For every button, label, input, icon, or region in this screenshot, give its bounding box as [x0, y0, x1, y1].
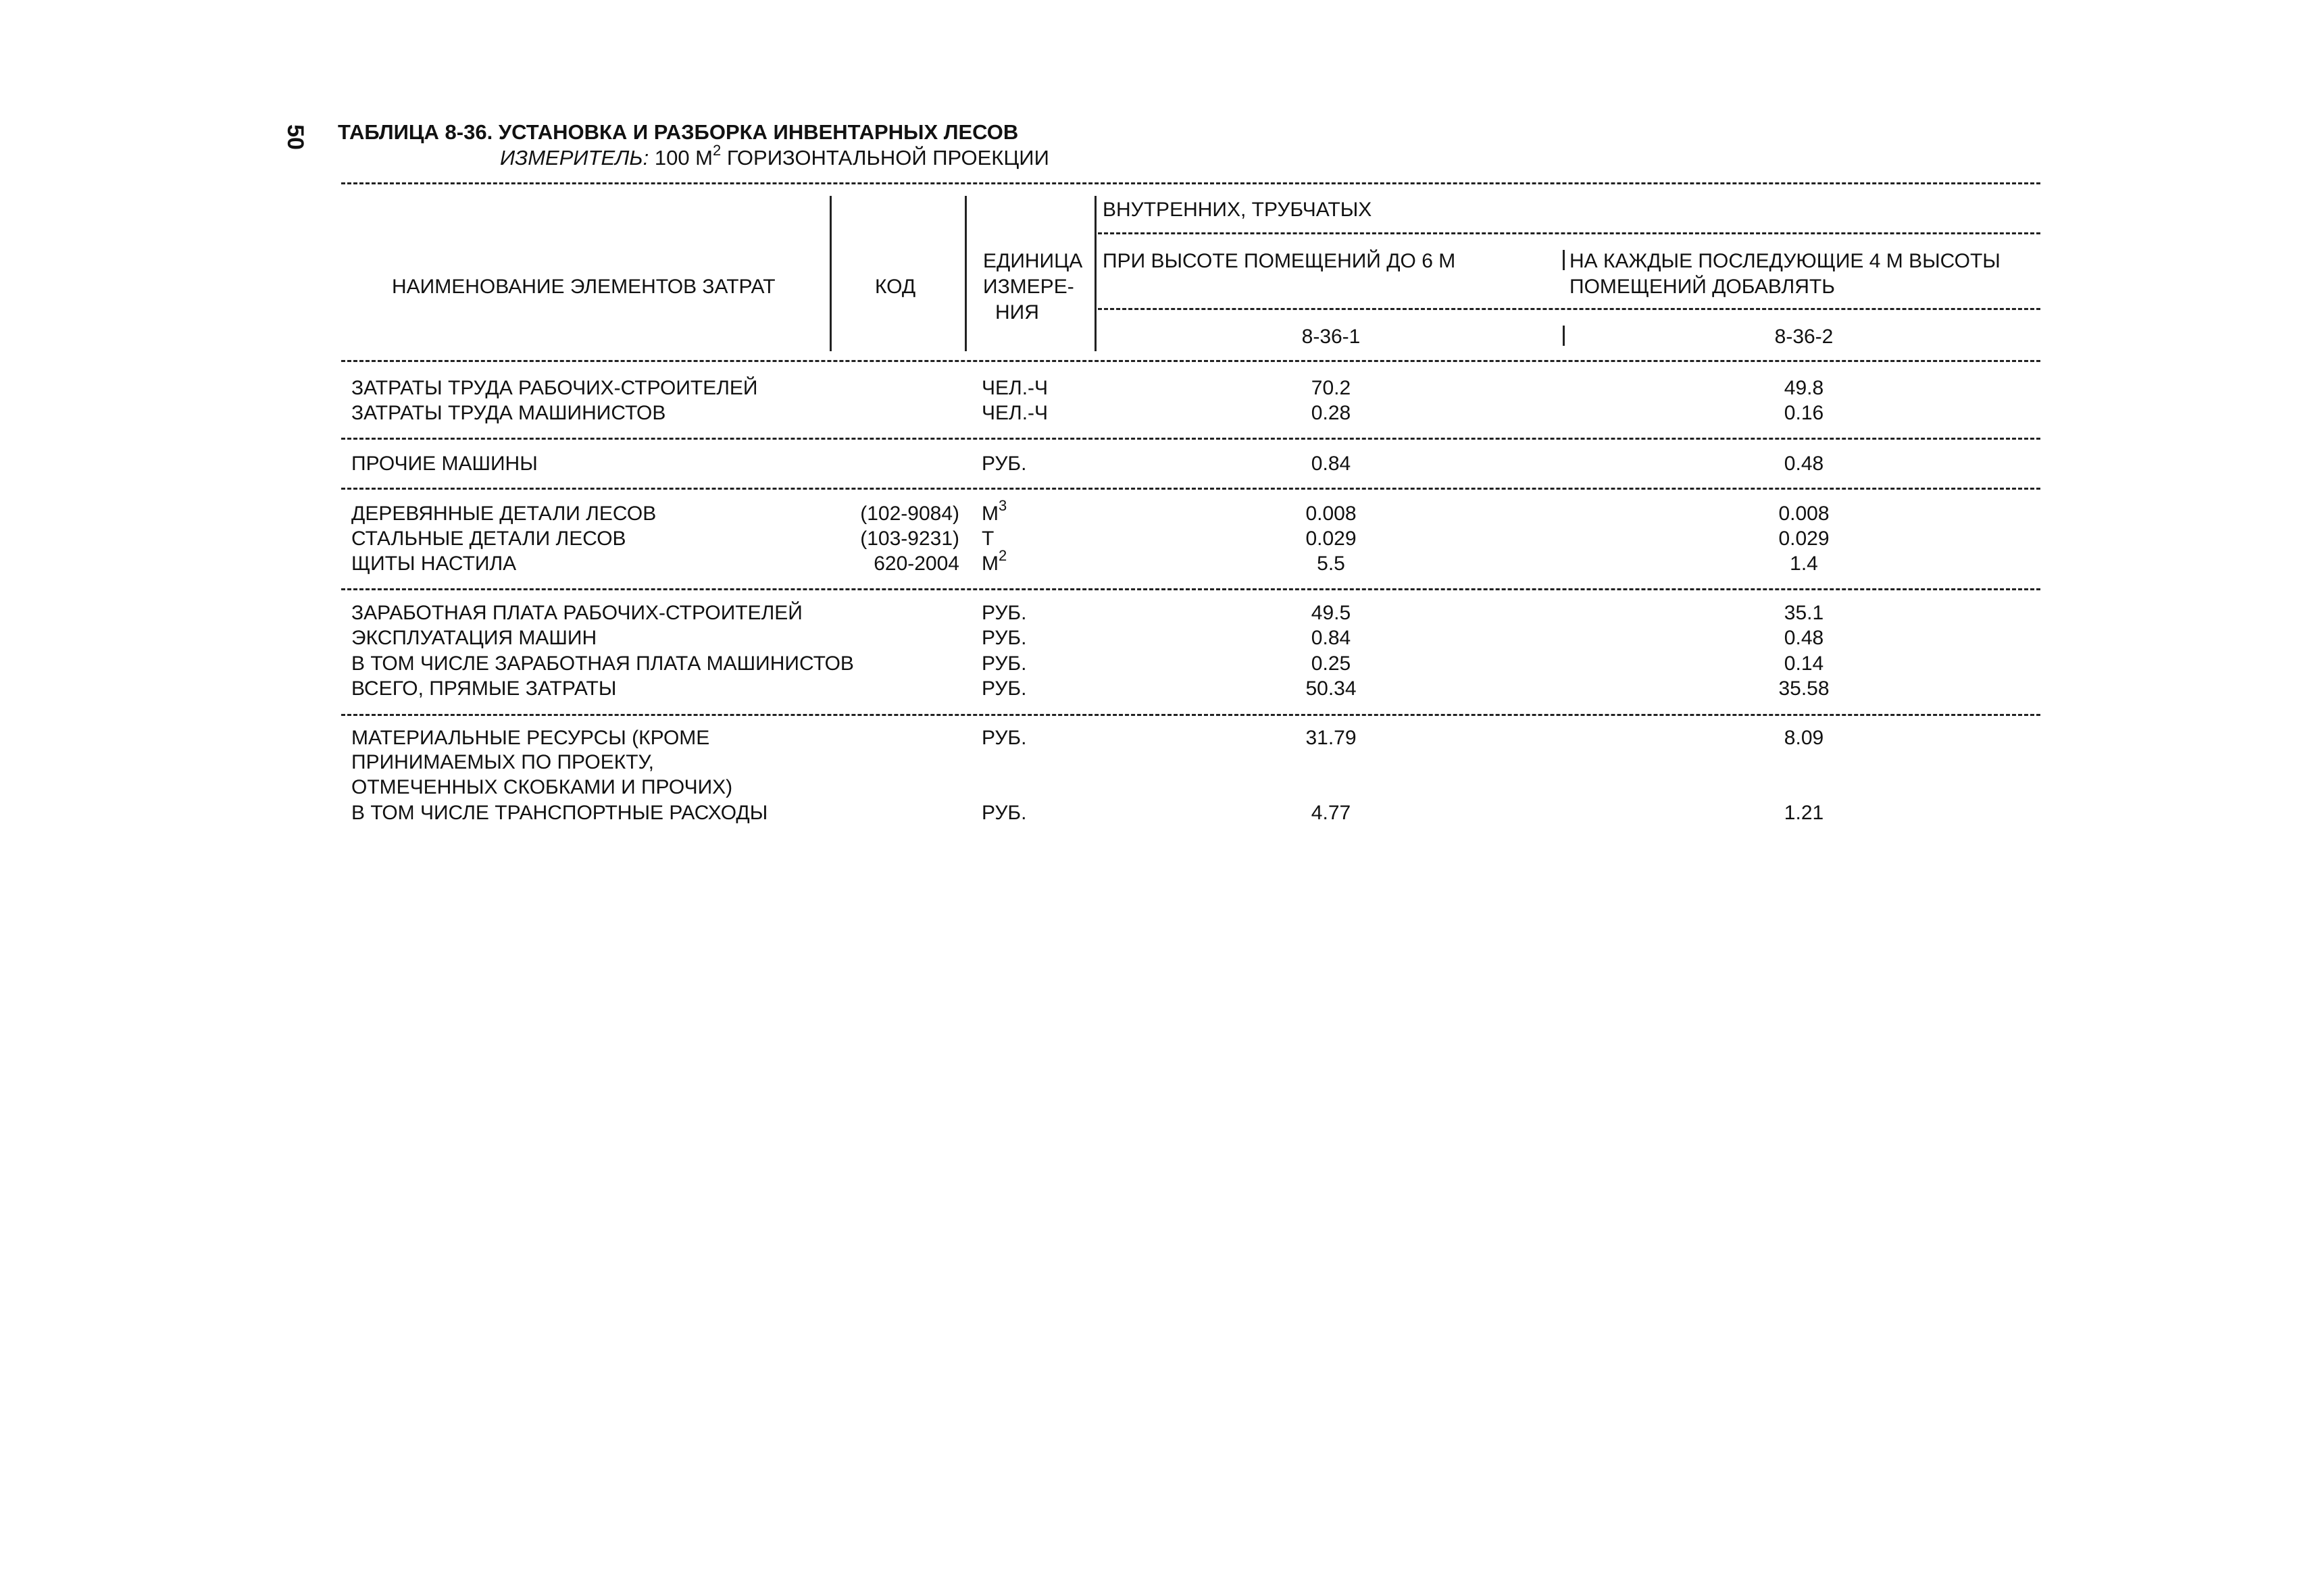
row-name: ЭКСПЛУАТАЦИЯ МАШИН	[351, 627, 597, 649]
row-value-2: 1.4	[1790, 552, 1818, 575]
row-name: МАТЕРИАЛЬНЫЕ РЕСУРСЫ (КРОМЕ	[351, 727, 710, 749]
row-name: В ТОМ ЧИСЛЕ ТРАНСПОРТНЫЕ РАСХОДЫ	[351, 802, 768, 824]
header-sub2-line2: ПОМЕЩЕНИЙ ДОБАВЛЯТЬ	[1569, 276, 1835, 298]
row-unit: РУБ.	[982, 627, 1027, 649]
row-name: В ТОМ ЧИСЛЕ ЗАРАБОТНАЯ ПЛАТА МАШИНИСТОВ	[351, 652, 854, 675]
row-value-2: 0.16	[1784, 402, 1824, 424]
header-unit-1: ЕДИНИЦА	[983, 250, 1083, 272]
row-name: ОТМЕЧЕННЫХ СКОБКАМИ И ПРОЧИХ)	[351, 776, 733, 798]
header-group: ВНУТРЕННИХ, ТРУБЧАТЫХ	[1103, 199, 1372, 221]
row-name: СТАЛЬНЫЕ ДЕТАЛИ ЛЕСОВ	[351, 527, 626, 550]
header-sep-code2	[1563, 326, 1565, 346]
page-number: 50	[282, 124, 308, 150]
row-value-2: 1.21	[1784, 802, 1824, 824]
rule-top	[341, 182, 2040, 184]
header-sep-code	[830, 196, 832, 351]
row-value-2: 0.48	[1784, 627, 1824, 649]
row-value-1: 70.2	[1311, 377, 1351, 399]
row-name: ПРИНИМАЕМЫХ ПО ПРОЕКТУ,	[351, 751, 654, 773]
rule-header-group	[1098, 232, 2040, 234]
header-unit-2: ИЗМЕРЕ-	[983, 276, 1074, 298]
row-unit: Т	[982, 527, 995, 550]
table-title: ТАБЛИЦА 8-36. УСТАНОВКА И РАЗБОРКА ИНВЕНТАРНЫХ ЛЕСОВ	[338, 120, 1019, 144]
row-value-1: 0.28	[1311, 402, 1351, 424]
header-unit-3: НИЯ	[995, 301, 1039, 324]
row-value-2: 49.8	[1784, 377, 1824, 399]
row-value-2: 0.48	[1784, 453, 1824, 475]
rule-group-2	[341, 488, 2040, 490]
measure-sup: 2	[713, 142, 722, 159]
row-value-1: 31.79	[1305, 727, 1357, 749]
row-value-1: 50.34	[1305, 677, 1357, 700]
row-name: ЗАТРАТЫ ТРУДА МАШИНИСТОВ	[351, 402, 666, 424]
measure-rest: ГОРИЗОНТАЛЬНОЙ ПРОЕКЦИИ	[726, 146, 1049, 170]
measure-value: 100 М	[654, 146, 713, 170]
row-code: (103-9231)	[860, 527, 959, 550]
row-name: ПРОЧИЕ МАШИНЫ	[351, 453, 538, 475]
row-name: ЩИТЫ НАСТИЛА	[351, 552, 517, 575]
row-value-2: 0.008	[1778, 503, 1830, 525]
row-code: (102-9084)	[860, 503, 959, 525]
row-unit-sup: 2	[999, 547, 1007, 564]
row-unit-sup: 3	[999, 497, 1007, 514]
row-unit: РУБ.	[982, 802, 1027, 824]
row-value-2: 8.09	[1784, 727, 1824, 749]
row-unit: РУБ.	[982, 602, 1027, 624]
row-name: ВСЕГО, ПРЯМЫЕ ЗАТРАТЫ	[351, 677, 617, 700]
row-unit: $М^3$	[982, 497, 1007, 525]
row-value-2: 0.14	[1784, 652, 1824, 675]
row-value-2: 35.1	[1784, 602, 1824, 624]
rule-group-4	[341, 714, 2040, 716]
row-value-1: 4.77	[1311, 802, 1351, 824]
row-code: 620-2004	[874, 552, 959, 575]
header-sep-sub	[1563, 250, 1565, 270]
row-value-1: 0.008	[1305, 503, 1357, 525]
row-unit: ЧЕЛ.-Ч	[982, 402, 1049, 424]
rule-header-bottom	[341, 360, 2040, 362]
rule-group-1	[341, 438, 2040, 440]
header-code1: 8-36-1	[1301, 326, 1361, 348]
row-unit: $М^2$	[982, 547, 1007, 575]
measure-line	[500, 142, 1049, 170]
row-name: ЗАРАБОТНАЯ ПЛАТА РАБОЧИХ-СТРОИТЕЛЕЙ	[351, 602, 803, 624]
row-unit: РУБ.	[982, 677, 1027, 700]
row-name: ЗАТРАТЫ ТРУДА РАБОЧИХ-СТРОИТЕЛЕЙ	[351, 377, 758, 399]
header-name: НАИМЕНОВАНИЕ ЭЛЕМЕНТОВ ЗАТРАТ	[392, 276, 776, 298]
row-value-2: 35.58	[1778, 677, 1830, 700]
row-name: ДЕРЕВЯННЫЕ ДЕТАЛИ ЛЕСОВ	[351, 503, 657, 525]
row-value-1: 0.84	[1311, 627, 1351, 649]
row-unit: РУБ.	[982, 727, 1027, 749]
header-code2: 8-36-2	[1774, 326, 1834, 348]
row-value-1: 5.5	[1317, 552, 1345, 575]
row-unit: РУБ.	[982, 453, 1027, 475]
header-sep-values	[1095, 196, 1097, 351]
header-sub1: ПРИ ВЫСОТЕ ПОМЕЩЕНИЙ ДО 6 М	[1103, 250, 1456, 272]
header-code: КОД	[875, 276, 916, 298]
header-sub2-line1: НА КАЖДЫЕ ПОСЛЕДУЮЩИЕ 4 М ВЫСОТЫ	[1569, 250, 2001, 272]
measure-label: ИЗМЕРИТЕЛЬ:	[500, 146, 649, 170]
row-value-1: 0.029	[1305, 527, 1357, 550]
rule-group-3	[341, 588, 2040, 590]
row-value-2: 0.029	[1778, 527, 1830, 550]
row-unit: ЧЕЛ.-Ч	[982, 377, 1049, 399]
header-sep-unit	[965, 196, 967, 351]
row-value-1: 0.84	[1311, 453, 1351, 475]
row-unit: РУБ.	[982, 652, 1027, 675]
row-value-1: 49.5	[1311, 602, 1351, 624]
rule-header-sub	[1098, 308, 2040, 310]
row-value-1: 0.25	[1311, 652, 1351, 675]
